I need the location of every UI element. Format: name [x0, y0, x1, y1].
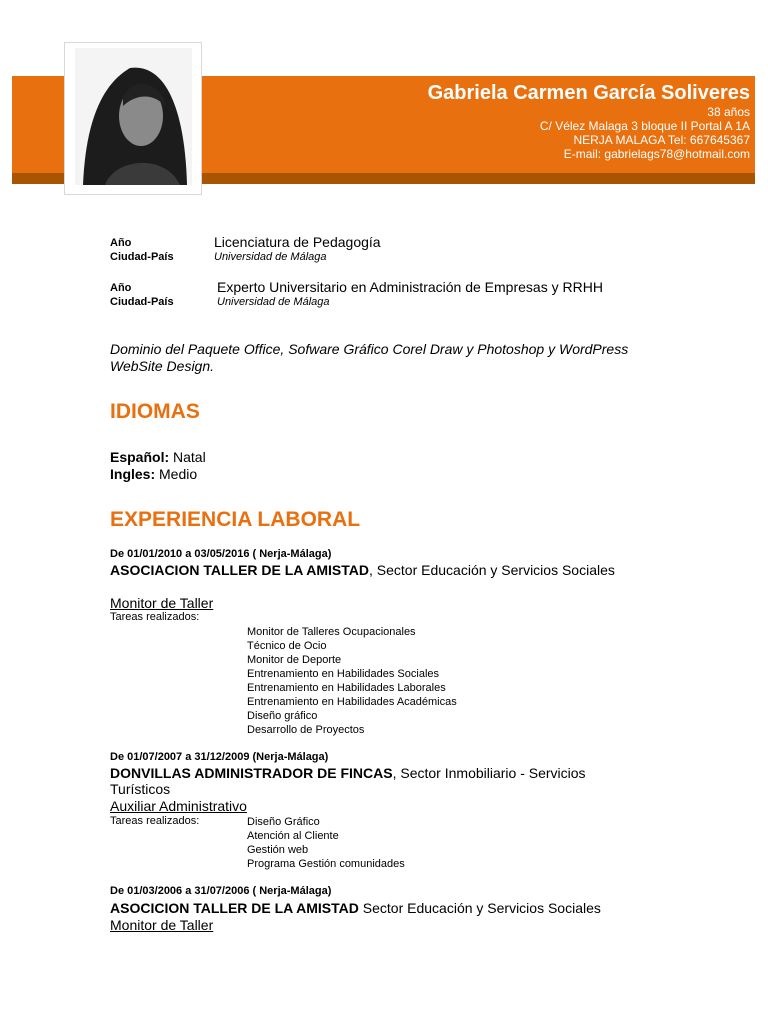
- task-item: Programa Gestión comunidades: [247, 858, 405, 870]
- language-item: [110, 449, 206, 465]
- language-name: Español:: [110, 449, 170, 465]
- candidate-name: Gabriela Carmen García Soliveres: [427, 82, 750, 104]
- tasks-label: Tareas realizados:: [110, 611, 200, 623]
- job-sector: , Sector Inmobiliario - Servicios Turísticos: [110, 765, 586, 797]
- job-role: Monitor de Taller: [110, 917, 214, 933]
- edu-institution: Universidad de Málaga: [217, 296, 330, 308]
- job-date: De 01/07/2007 a 31/12/2009 (Nerja-Málaga): [110, 751, 329, 763]
- job-company: [110, 765, 630, 797]
- edu-label-year: Año: [110, 282, 132, 294]
- candidate-city-phone: NERJA MALAGA Tel: 667645367: [573, 133, 750, 147]
- job-date: De 01/03/2006 a 31/07/2006 ( Nerja-Málaga): [110, 885, 332, 897]
- task-item: Gestión web: [247, 844, 309, 856]
- candidate-address: C/ Vélez Malaga 3 bloque II Portal A 1A: [539, 119, 750, 133]
- language-item: [110, 466, 197, 482]
- candidate-email: E-mail: gabrielags78@hotmail.com: [563, 147, 750, 161]
- edu-institution: Universidad de Málaga: [214, 251, 327, 263]
- section-heading-languages: IDIOMAS: [110, 400, 200, 423]
- job-company: [110, 900, 630, 916]
- job-company-name: ASOCIACION TALLER DE LA AMISTAD: [110, 562, 369, 578]
- job-sector: Sector Educación y Servicios Sociales: [358, 900, 601, 916]
- task-list: [247, 815, 405, 871]
- edu-label-place: Ciudad-País: [110, 251, 174, 263]
- job-sector: , Sector Educación y Servicios Sociales: [369, 562, 615, 578]
- profile-photo: [75, 48, 192, 185]
- task-item: Diseño gráfico: [247, 710, 318, 722]
- language-level: Medio: [159, 466, 198, 482]
- task-item: Entrenamiento en Habilidades Académicas: [247, 696, 457, 708]
- job-company-name: ASOCICION TALLER DE LA AMISTAD: [110, 900, 359, 916]
- task-item: Entrenamiento en Habilidades Laborales: [247, 682, 446, 694]
- task-item: Monitor de Talleres Ocupacionales: [247, 626, 416, 638]
- job-company: [110, 562, 630, 578]
- edu-label-year: Año: [110, 237, 132, 249]
- edu-title: Licenciatura de Pedagogía: [214, 234, 381, 250]
- task-item: Técnico de Ocio: [247, 640, 327, 652]
- task-item: Monitor de Deporte: [247, 654, 342, 666]
- task-item: Diseño Gráfico: [247, 816, 320, 828]
- candidate-age: 38 años: [707, 105, 750, 119]
- job-role: Monitor de Taller: [110, 595, 214, 611]
- language-level: Natal: [173, 449, 206, 465]
- task-item: Desarrollo de Proyectos: [247, 724, 365, 736]
- job-role: Auxiliar Administrativo: [110, 798, 247, 814]
- job-date: De 01/01/2010 a 03/05/2016 ( Nerja-Málaga): [110, 548, 332, 560]
- edu-label-place: Ciudad-País: [110, 296, 174, 308]
- task-item: Entrenamiento en Habilidades Sociales: [247, 668, 440, 680]
- edu-title: Experto Universitario en Administración de Empresas y RRHH: [217, 279, 603, 295]
- tasks-label: Tareas realizados:: [110, 815, 200, 827]
- job-company-name: DONVILLAS ADMINISTRADOR DE FINCAS: [110, 765, 393, 781]
- task-item: Atención al Cliente: [247, 830, 339, 842]
- skills-text: Dominio del Paquete Office, Sofware Gráfico Corel Draw y Photoshop y WordPress WebSite Design.: [110, 341, 629, 374]
- language-name: Ingles:: [110, 466, 156, 482]
- task-list: [247, 625, 457, 737]
- section-heading-experience: EXPERIENCIA LABORAL: [110, 508, 361, 531]
